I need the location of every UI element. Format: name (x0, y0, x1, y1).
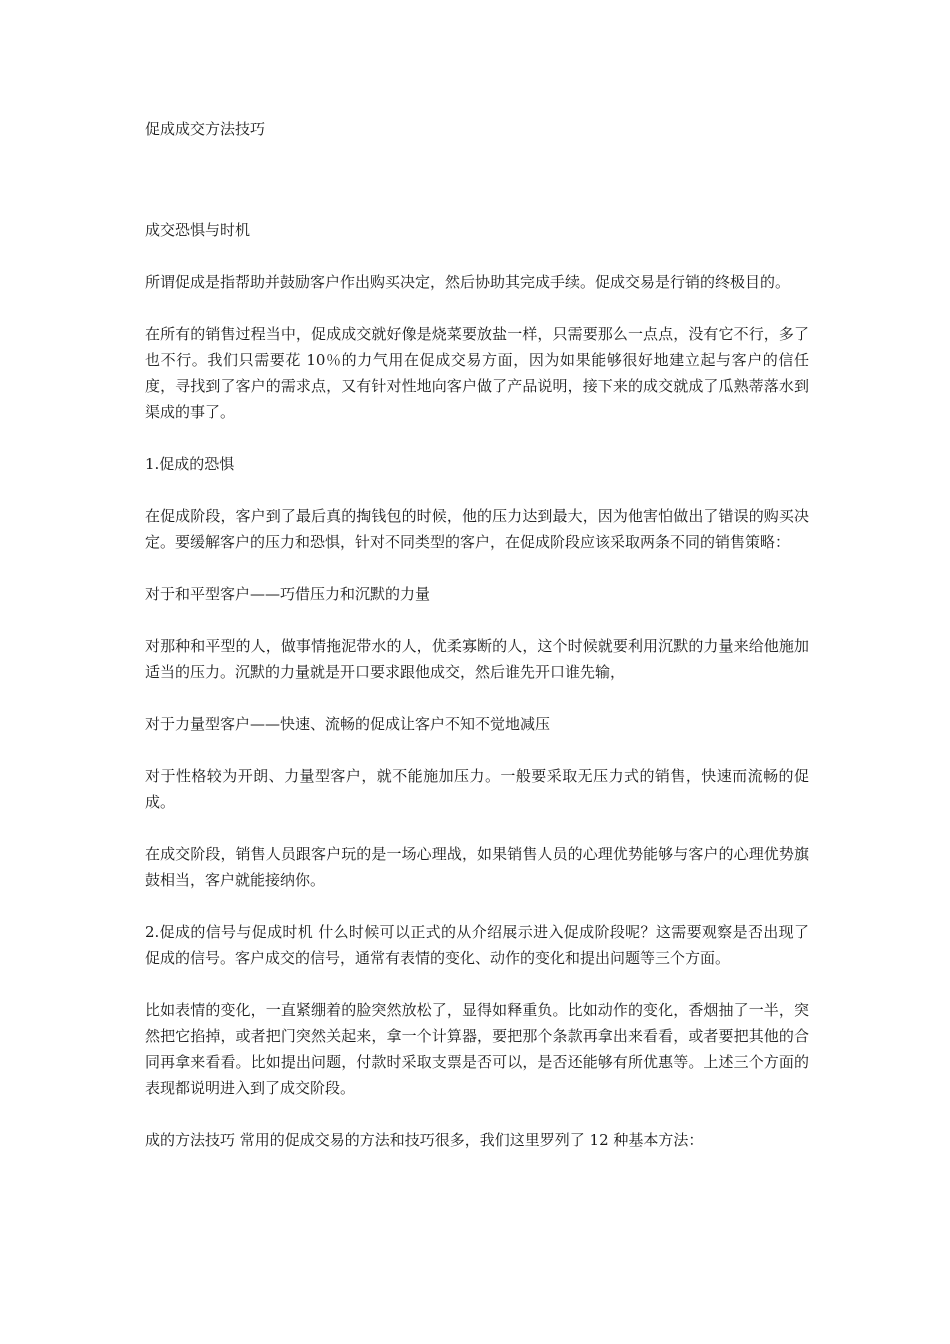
section-heading-fear: 1.促成的恐惧 (145, 455, 235, 473)
document-title: 促成成交方法技巧 (145, 120, 266, 138)
paragraph-psychological-battle: 在成交阶段，销售人员跟客户玩的是一场心理战，如果销售人员的心理优势能够与客户的心理优势旗鼓相当，客户就能接纳你。 (145, 845, 809, 889)
section-heading-fear-and-timing: 成交恐惧与时机 (145, 221, 251, 239)
paragraph-definition: 所谓促成是指帮助并鼓励客户作出购买决定，然后协助其完成手续。促成交易是行销的终极目的。 (145, 273, 791, 291)
section-methods-intro: 成的方法技巧 常用的促成交易的方法和技巧很多，我们这里罗列了 12 种基本方法： (145, 1131, 704, 1149)
paragraph-peaceful-customer: 对那种和平型的人，做事情拖泥带水的人，优柔寡断的人，这个时候就要利用沉默的力量来给他施加适当的压力。沉默的力量就是开口要求跟他成交，然后谁先开口谁先输， (145, 637, 809, 681)
paragraph-customer-pressure: 在促成阶段，客户到了最后真的掏钱包的时候，他的压力达到最大，因为他害怕做出了错误的购买决定。要缓解客户的压力和恐惧，针对不同类型的客户，在促成阶段应该采取两条不同的销售策略： (145, 507, 809, 551)
subheading-peaceful-customer: 对于和平型客户——巧借压力和沉默的力量 (145, 585, 431, 603)
document-body (145, 217, 809, 1179)
paragraph-salt-analogy: 在所有的销售过程当中，促成成交就好像是烧菜要放盐一样，只需要那么一点点，没有它不行，多了也不行。我们只需要花 10％的力气用在促成交易方面，因为如果能够很好地建立起与客户的信任度，寻找到了客户的需求点，又有针对性地向客户做了产品说明，接下来的成交就成了瓜熟蒂落水到渠成的事了。 (145, 325, 809, 421)
section-signals-and-timing: 2.促成的信号与促成时机 什么时候可以正式的从介绍展示进入促成阶段呢？这需要观察是否出现了促成的信号。客户成交的信号，通常有表情的变化、动作的变化和提出问题等三个方面。 (145, 923, 809, 967)
paragraph-signal-examples: 比如表情的变化，一直紧绷着的脸突然放松了，显得如释重负。比如动作的变化，香烟抽了一半，突然把它掐掉，或者把门突然关起来，拿一个计算器，要把那个条款再拿出来看看，或者要把其他的合同再拿来看看。比如提出问题，付款时采取支票是否可以，是否还能够有所优惠等。上述三个方面的表现都说明进入到了成交阶段。 (145, 1001, 809, 1097)
paragraph-powerful-customer: 对于性格较为开朗、力量型客户，就不能施加压力。一般要采取无压力式的销售，快速而流畅的促成。 (145, 767, 809, 811)
subheading-powerful-customer: 对于力量型客户——快速、流畅的促成让客户不知不觉地减压 (145, 715, 551, 733)
